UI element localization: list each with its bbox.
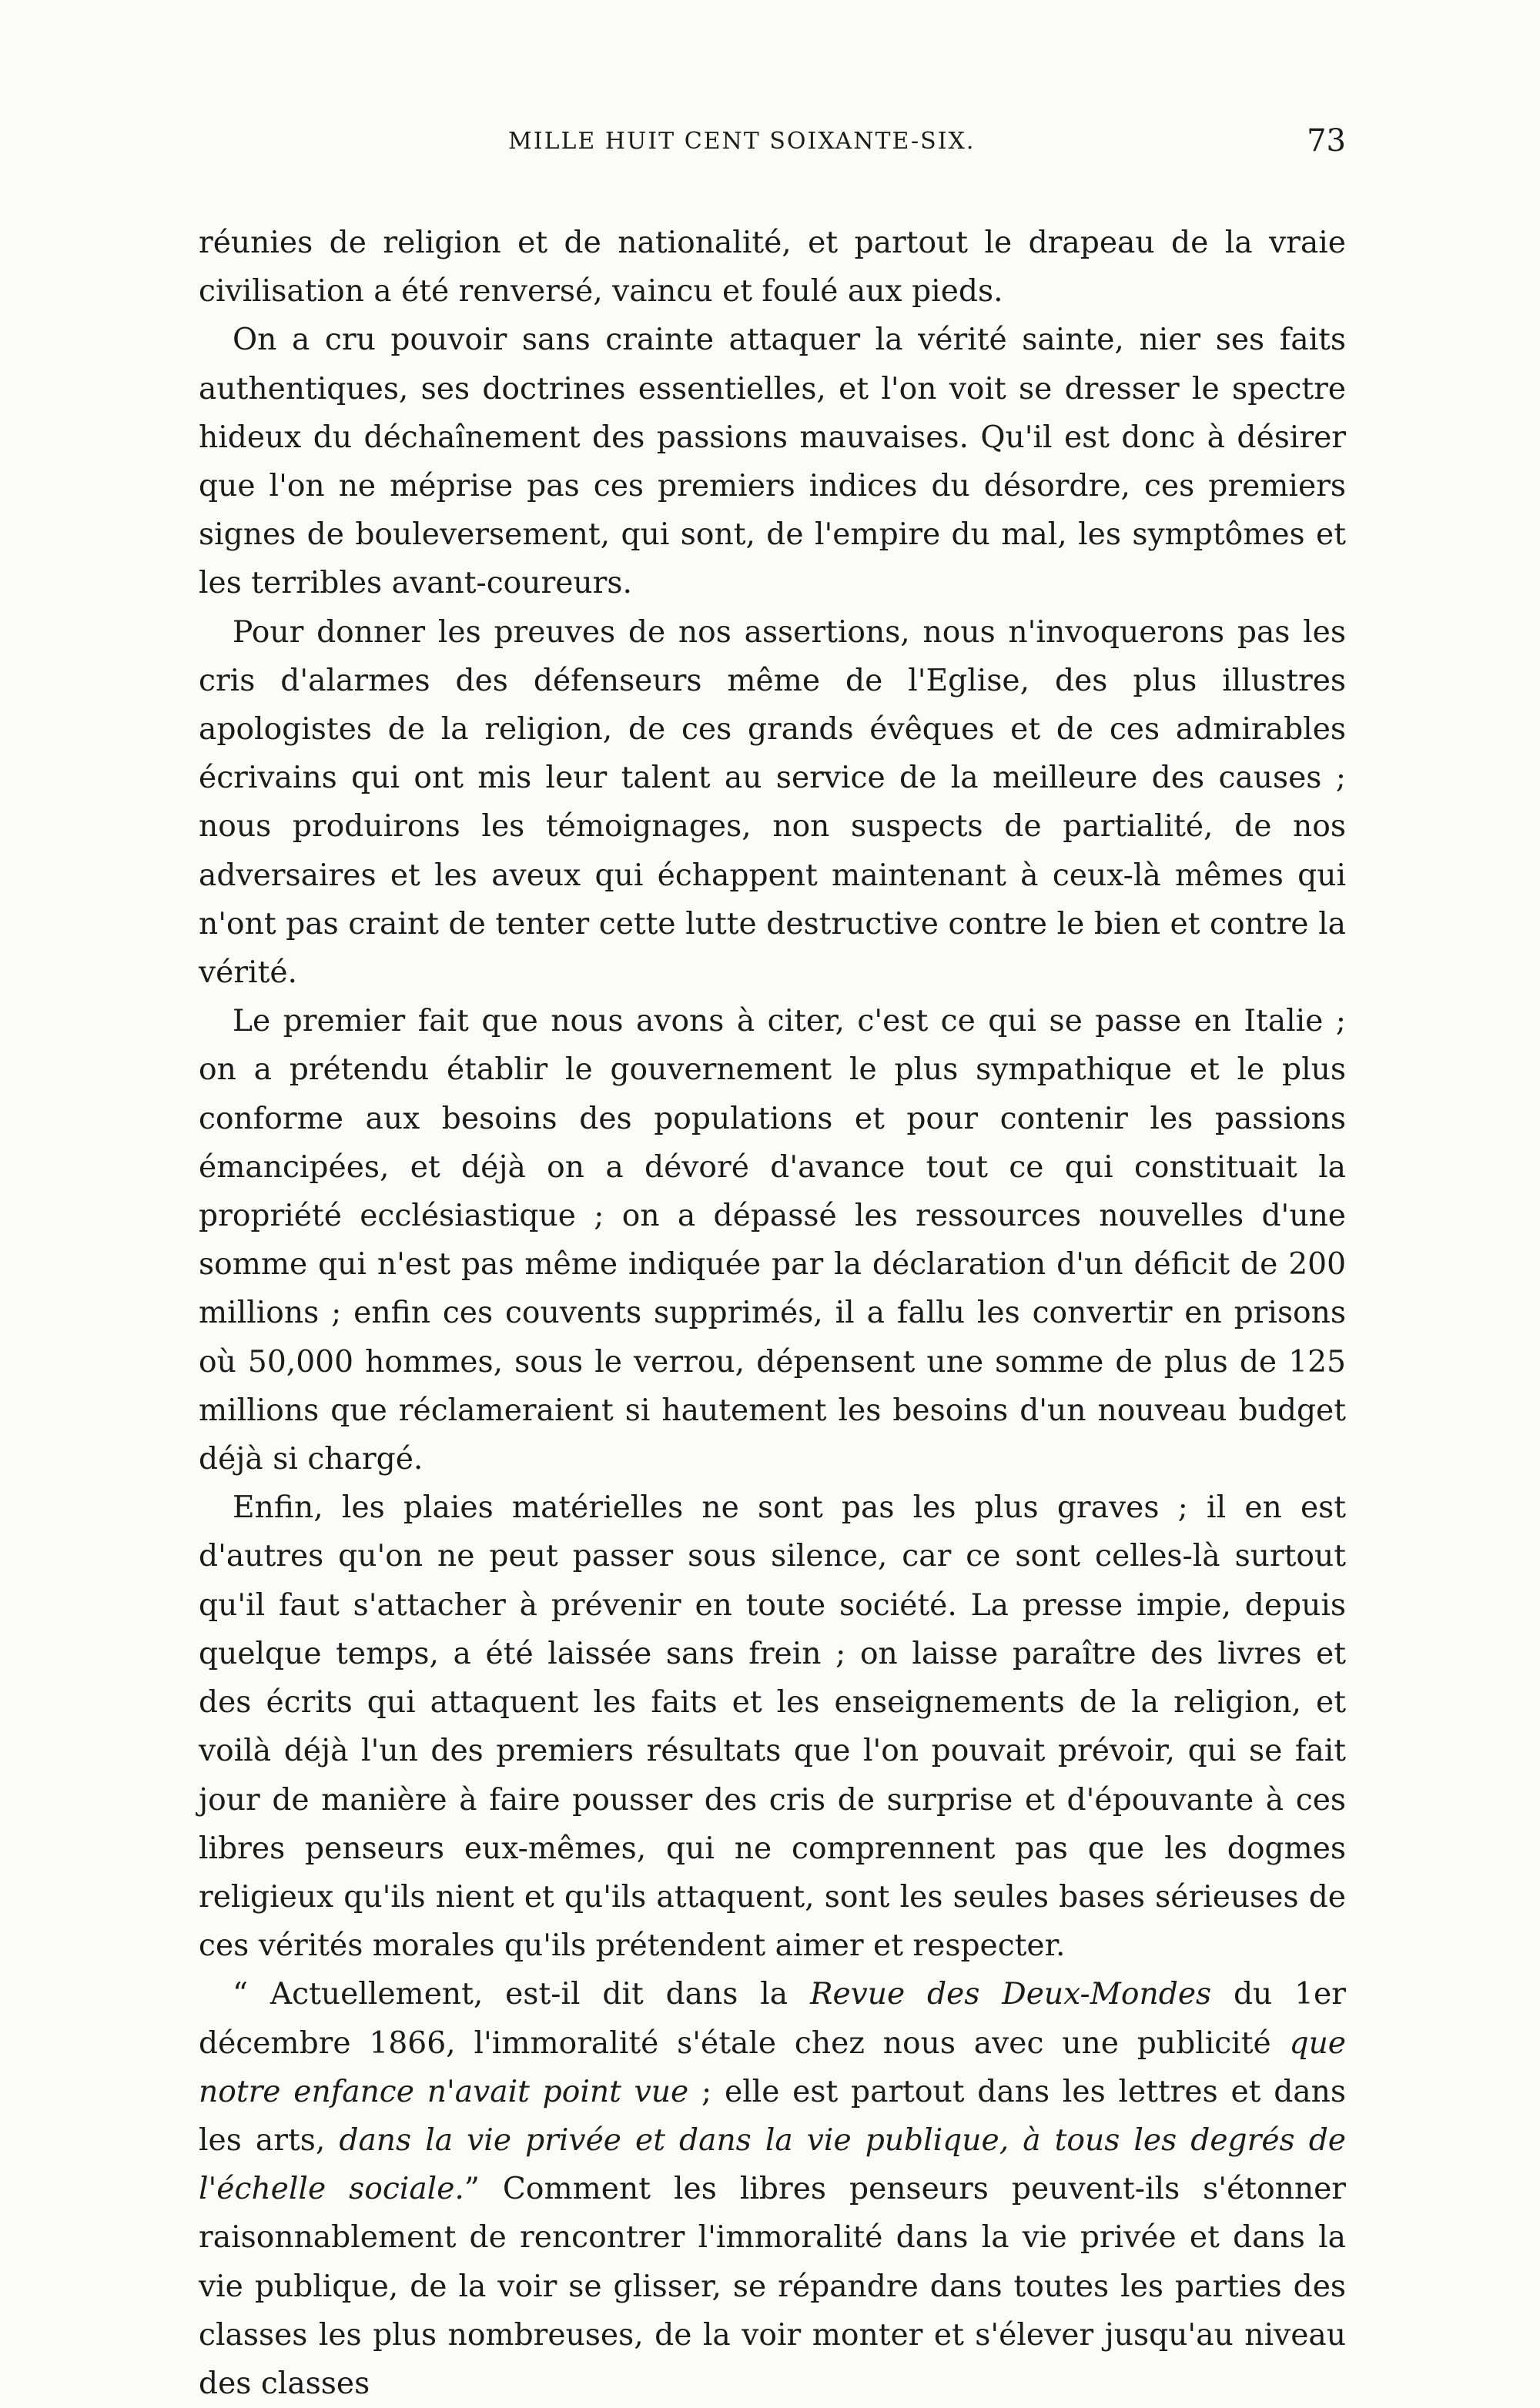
page-header — [199, 122, 1346, 183]
journal-title: Revue des Deux-Mondes — [809, 1977, 1212, 2012]
page-body — [199, 219, 1346, 2408]
paragraph-continued: réunies de religion et de nationalité, et partout le drapeau de la vraie civilisation a été renversé, vaincu et foulé aux pieds. — [199, 226, 1346, 309]
page — [199, 122, 1346, 2408]
quote-emphasis-1: que notre enfance n'avait point vue — [199, 2025, 1346, 2109]
quote-open: “ Actuellement, est-il dit dans la — [233, 1977, 810, 2012]
quote-mid-2: ; elle est partout dans les lettres et dans les arts, — [199, 2074, 1346, 2158]
quote-close: ” Comment les libres penseurs peuvent-ils s'étonner raisonnablement de rencontrer l'immoralité dans la vie privée et dans la vie publique, de la voir se glisser, se répandre dans toutes les parties des classes les plus nombreuses, de la voir monter et s'élever jusqu'au niveau des classes — [199, 2172, 1346, 2401]
quote-mid-1: du 1er décembre 1866, l'immoralité s'étale chez nous avec une publicité — [199, 1977, 1346, 2061]
paragraph-quotation — [199, 1970, 1346, 2408]
running-title: MILLE HUIT CENT SOIXANTE-SIX. — [508, 128, 976, 155]
page-number: 73 — [1307, 123, 1346, 159]
quote-emphasis-2: dans la vie privée et dans la vie publique, à tous les degrés de l'échelle sociale. — [199, 2122, 1346, 2207]
paragraph-moral-wounds: Enfin, les plaies matérielles ne sont pas les plus graves ; il en est d'autres qu'on ne peut passer sous silence, car ce sont celles-là surtout qu'il faut s'attacher à prévenir en toute société. La presse impie, depuis quelque temps, a été laissée sans frein ; on laisse paraître des livres et des écrits qui attaquent les faits et les enseignements de la religion, et voilà déjà l'un des premiers résultats que l'on pouvait prévoir, qui se fait jour de manière à faire pousser des cris de surprise et d'épouvante à ces libres penseurs eux-mêmes, qui ne comprennent pas que les dogmes religieux qu'ils nient et qu'ils attaquent, sont les seules bases sérieuses de ces vérités morales qu'ils prétendent aimer et respecter. — [199, 1490, 1346, 1964]
paragraph-italy: Le premier fait que nous avons à citer, c'est ce qui se passe en Italie ; on a prétendu établir le gouvernement le plus sympathique et le plus conforme aux besoins des populations et pour contenir les passions émancipées, et déjà on a dévoré d'avance tout ce qui constituait la propriété ecclésiastique ; on a dépassé les ressources nouvelles d'une somme qui n'est pas même indiquée par la déclaration d'un déficit de 200 millions ; enfin ces couvents supprimés, il a fallu les convertir en prisons où 50,000 hommes, sous le verrou, dépensent une somme de plus de 125 millions que réclameraient si hautement les besoins d'un nouveau budget déjà si chargé. — [199, 1004, 1346, 1477]
paragraph-truth-attacked: On a cru pouvoir sans crainte attaquer la vérité sainte, nier ses faits authentiques, ses doctrines essentielles, et l'on voit se dresser le spectre hideux du déchaînement des passions mauvaises. Qu'il est donc à désirer que l'on ne méprise pas ces premiers indices du désordre, ces premiers signes de bouleversement, qui sont, de l'empire du mal, les symptômes et les terribles avant-coureurs. — [199, 323, 1346, 601]
paragraph-proofs: Pour donner les preuves de nos assertions, nous n'invoquerons pas les cris d'alarmes des défenseurs même de l'Eglise, des plus illustres apologistes de la religion, de ces grands évêques et de ces admirables écrivains qui ont mis leur talent au service de la meilleure des causes ; nous produirons les témoignages, non suspects de partialité, de nos adversaires et les aveux qui échappent maintenant à ceux-là mêmes qui n'ont pas craint de tenter cette lutte destructive contre le bien et contre la vérité. — [199, 614, 1346, 991]
